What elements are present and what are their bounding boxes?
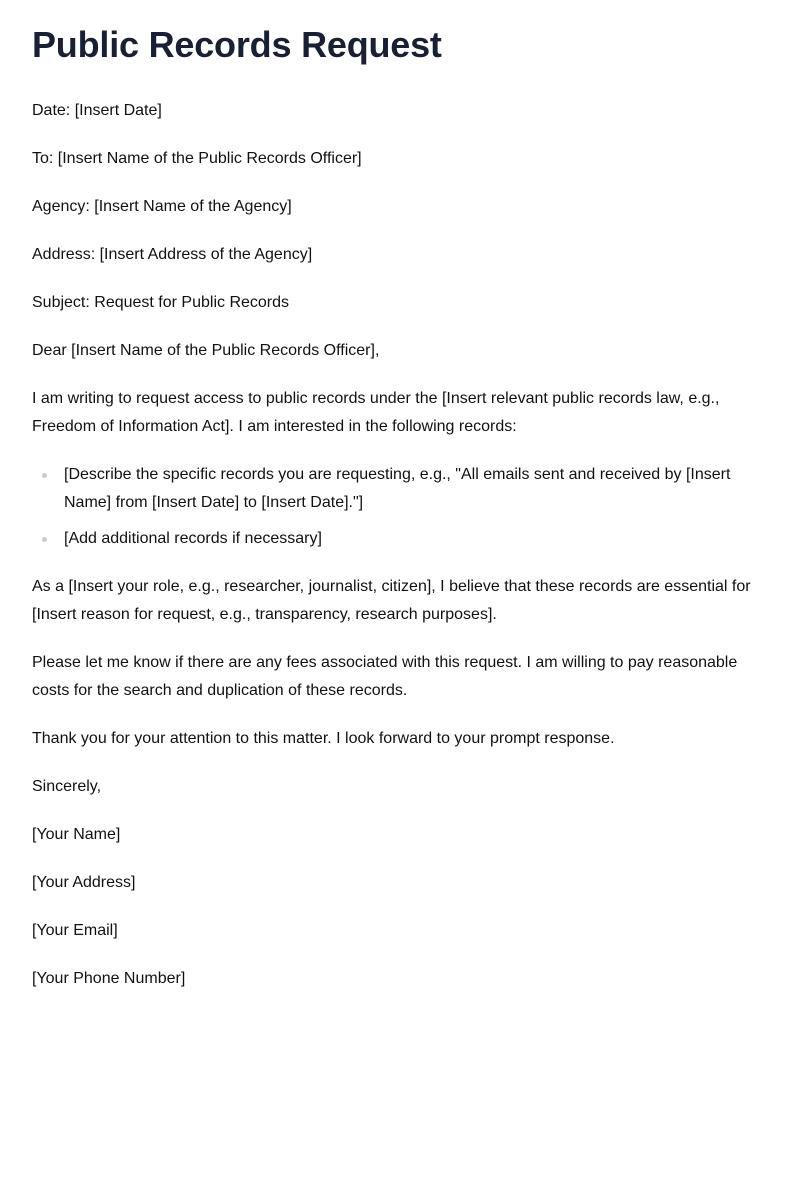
recipient-line: To: [Insert Name of the Public Records Officer] — [32, 150, 362, 167]
signature-address: [Your Address] — [32, 874, 136, 891]
records-list — [32, 461, 768, 553]
bullet-icon — [42, 473, 47, 478]
fees-paragraph: Please let me know if there are any fees associated with this request. I am willing to pay reasonable costs for the search and duplication of these records. — [32, 654, 738, 699]
page-title: Public Records Request — [32, 24, 442, 65]
agency-line: Agency: [Insert Name of the Agency] — [32, 198, 292, 215]
date-line: Date: [Insert Date] — [32, 102, 162, 119]
list-item-text: [Describe the specific records you are requesting, e.g., "All emails sent and received by [Insert Name] from [Insert Date] to [Insert Date]."] — [64, 466, 731, 511]
closing: Sincerely, — [32, 778, 102, 795]
signature-name: [Your Name] — [32, 826, 121, 843]
list-item — [64, 461, 768, 517]
intro-paragraph: I am writing to request access to public records under the [Insert relevant public records law, e.g., Freedom of Information Act]. I am interested in the following records: — [32, 390, 720, 435]
list-item — [64, 525, 768, 553]
address-line: Address: [Insert Address of the Agency] — [32, 246, 313, 263]
list-item-text: [Add additional records if necessary] — [64, 530, 322, 547]
subject-line: Subject: Request for Public Records — [32, 294, 290, 311]
thanks-paragraph: Thank you for your attention to this matter. I look forward to your prompt response. — [32, 730, 615, 747]
signature-email: [Your Email] — [32, 922, 118, 939]
reason-paragraph: As a [Insert your role, e.g., researcher, journalist, citizen], I believe that these records are essential for [Insert reason for request, e.g., transparency, research purposes]. — [32, 578, 751, 623]
salutation: Dear [Insert Name of the Public Records Officer], — [32, 342, 380, 359]
bullet-icon — [42, 537, 47, 542]
signature-phone: [Your Phone Number] — [32, 970, 186, 987]
